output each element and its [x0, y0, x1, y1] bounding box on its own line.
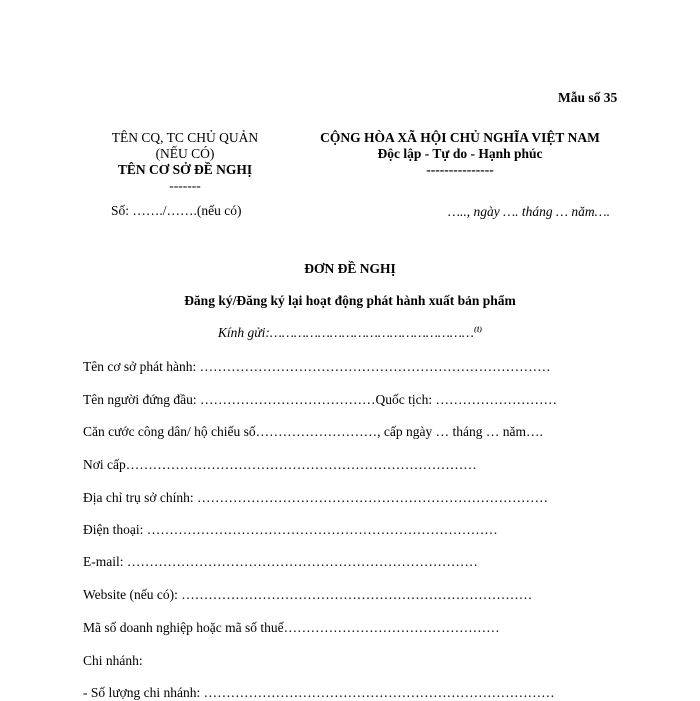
field-issue-place: Nơi cấp…………………………………………………………………… [83, 457, 477, 472]
form-subtitle: Đăng ký/Đăng ký lại hoạt động phát hành xuất bản phẩm [184, 293, 516, 308]
left-header [85, 130, 285, 194]
motto: Độc lập - Tự do - Hạnh phúc [377, 146, 543, 161]
field-branch: Chi nhánh: [83, 653, 143, 668]
right-divider: --------------- [426, 162, 494, 177]
field-head-name: Tên người đứng đầu: …………………………………Quốc tịch: ……………………… [83, 392, 557, 407]
field-email: E-mail: …………………………………………………………………… [83, 554, 478, 569]
left-divider: ------- [169, 178, 201, 193]
field-branch-count: - Số lượng chi nhánh: …………………………………………………………………… [83, 685, 555, 700]
field-id-number: Căn cước công dân/ hộ chiếu số………………………, cấp ngày … tháng … năm…. [83, 424, 543, 439]
recipient-line [0, 325, 700, 341]
form-number: Mẫu số 35 [558, 90, 618, 105]
org-name: TÊN CƠ SỞ ĐỀ NGHỊ [117, 162, 253, 177]
right-header [290, 130, 630, 178]
form-title: ĐƠN ĐỀ NGHỊ [304, 261, 396, 276]
recipient-text: Kính gửi:…………………………………………… [217, 325, 474, 340]
country-name: CỘNG HÒA XÃ HỘI CHỦ NGHĨA VIỆT NAM [320, 130, 600, 145]
document-number: Số: ……./…….(nếu có) [111, 203, 242, 218]
field-head-office-address: Địa chỉ trụ sở chính: …………………………………………………………………… [83, 490, 548, 505]
field-tax-code: Mã số doanh nghiệp hoặc mã số thuế………………………………………… [83, 620, 500, 635]
agency-name: TÊN CQ, TC CHỦ QUẢN [111, 130, 259, 145]
recipient-footnote: (1) [473, 325, 483, 334]
field-website: Website (nếu có): …………………………………………………………………… [83, 587, 533, 602]
date-line: ….., ngày …. tháng … năm…. [448, 204, 611, 219]
field-facility-name: Tên cơ sở phát hành: …………………………………………………………………… [83, 359, 551, 374]
field-phone: Điện thoại: …………………………………………………………………… [83, 522, 498, 537]
agency-note: (NẾU CÓ) [155, 146, 215, 161]
